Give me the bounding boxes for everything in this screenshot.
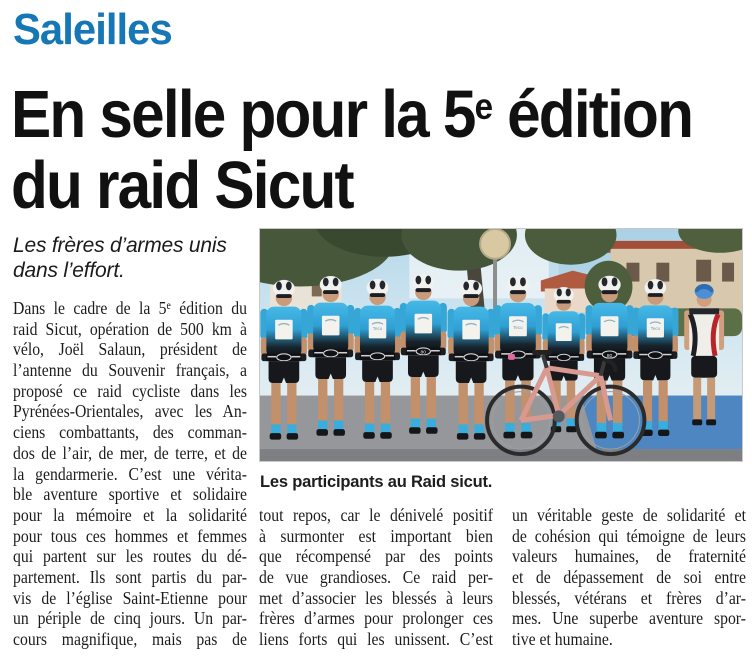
jersey-band-number: 80 xyxy=(420,350,427,356)
body-line-post: édition du xyxy=(170,298,247,318)
body-line: proposé ce raid cycliste dans les xyxy=(13,380,247,401)
body-line: tout repos, car le dénivelé positif xyxy=(259,505,493,525)
body-line: raid Sicut, opération de 500 km à xyxy=(13,318,247,339)
body-line: met d’associer les blessés à leurs xyxy=(259,587,493,608)
photo-caption: Les participants au Raid sicut. xyxy=(260,473,493,491)
body-line: vis de l’église Saint-Etienne pour xyxy=(13,587,247,608)
body-line: ciens combattants, des comman- xyxy=(13,422,247,443)
headline-line2: du raid Sicut xyxy=(11,148,353,223)
body-line: tive et humaine. xyxy=(512,629,613,650)
headline-line1-pre: En selle pour la 5 xyxy=(11,77,475,152)
body-line: partement. Ils sont partis du par- xyxy=(13,566,247,587)
body-line: mes. Une superbe aventure spor- xyxy=(512,608,746,629)
body-line: liens forts qui les unissent. C’est xyxy=(259,629,493,650)
jersey-band-number: 80 xyxy=(606,353,613,359)
article-photo xyxy=(259,228,743,462)
body-line: vélo, Joël Salaun, président de xyxy=(13,339,247,360)
body-line: ble aventure sportive et solidaire xyxy=(13,484,247,505)
body-line: valeurs humaines, de fraternité xyxy=(512,546,746,567)
body-line: la gendarmerie. C’est une vérita- xyxy=(13,463,247,484)
body-line: Pyrénées-Orientales, avec les An- xyxy=(13,401,247,422)
cyclists-group-photo xyxy=(260,229,742,461)
body-line: un périple de cinq jours. Un par- xyxy=(13,608,247,629)
body-line: dos de l’air, de mer, de terre, et de xyxy=(13,442,247,463)
headline-superscript: e xyxy=(474,86,493,128)
headline-line1-post: édition xyxy=(492,77,693,152)
body-line: et de dépassement de soi entre xyxy=(512,567,746,588)
body-line: de vue grandioses. Ce raid per- xyxy=(259,567,493,588)
standfirst-line: Les frères d’armes unis xyxy=(13,234,227,257)
body-line: pour tous ces hommes et femmes xyxy=(13,525,247,546)
headline xyxy=(11,77,693,223)
body-line: que récompensé par des points xyxy=(259,546,493,567)
body-line: qui partent sur les routes du dé- xyxy=(13,546,247,567)
body-line: cours magnifique, mais pas de xyxy=(13,629,247,649)
body-line: pour la mémoire et la solidarité xyxy=(13,504,247,525)
body-line: frères d’armes pour prolonger ces xyxy=(259,608,493,629)
body-line: l’antenne du Souvenir français, a xyxy=(13,360,247,381)
body-line: de cohésion qui témoigne de leurs xyxy=(512,525,746,546)
jersey-bib-text: Teco xyxy=(650,326,661,332)
standfirst-line: dans l’effort. xyxy=(13,259,125,282)
body-line: un véritable geste de solidarité et xyxy=(512,505,746,525)
body-line: à surmonter est important bien xyxy=(259,525,493,546)
body-line xyxy=(13,298,247,319)
body-line-pre: Dans le cadre de la 5 xyxy=(13,298,167,318)
body-line: blessés, vétérans et frères d’ar- xyxy=(512,587,746,608)
kicker: Saleilles xyxy=(13,5,172,54)
standfirst xyxy=(13,233,227,283)
body-column-3 xyxy=(512,505,746,650)
photo-ground xyxy=(260,396,742,461)
jersey-bib-text: Teco xyxy=(372,326,383,332)
body-superscript: e xyxy=(166,299,171,312)
body-column-1 xyxy=(13,298,247,650)
headline-line1 xyxy=(11,77,692,152)
jersey-bib-text: Teco xyxy=(513,325,523,331)
body-column-2 xyxy=(259,505,493,650)
